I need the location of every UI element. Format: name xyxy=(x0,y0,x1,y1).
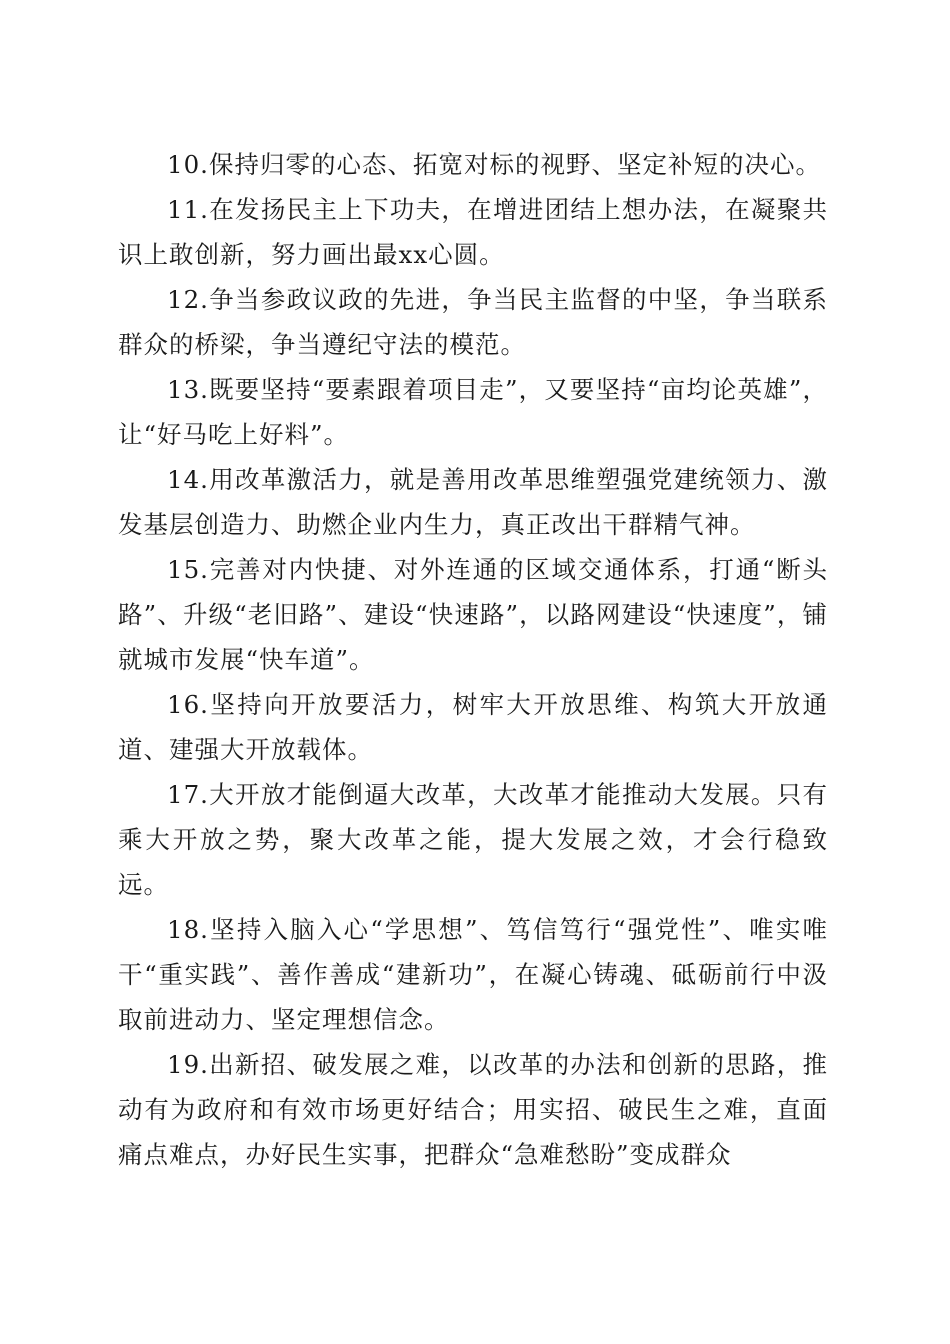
paragraph-16: 16.坚持向开放要活力，树牢大开放思维、构筑大开放通道、建强大开放载体。 xyxy=(118,690,828,764)
paragraph-19: 19.出新招、破发展之难，以改革的办法和创新的思路，推动有为政府和有效市场更好结合；用实招、破民生之难，直面痛点难点，办好民生实事，把群众“急难愁盼”变成群众 xyxy=(118,1050,828,1169)
paragraph-10: 10.保持归零的心态、拓宽对标的视野、坚定补短的决心。 xyxy=(167,150,821,179)
paragraph-18: 18.坚持入脑入心“学思想”、笃信笃行“强党性”、唯实唯干“重实践”、善作善成“建新功”，在凝心铸魂、砥砺前行中汲取前进动力、坚定理想信念。 xyxy=(118,915,828,1034)
paragraph-12: 12.争当参政议政的先进，争当民主监督的中坚，争当联系群众的桥梁，争当遵纪守法的模范。 xyxy=(118,285,828,359)
paragraph-11: 11.在发扬民主上下功夫，在增进团结上想办法，在凝聚共识上敢创新，努力画出最xx心圆。 xyxy=(118,195,828,269)
paragraph-15: 15.完善对内快捷、对外连通的区域交通体系，打通“断头路”、升级“老旧路”、建设“快速路”，以路网建设“快速度”，铺就城市发展“快车道”。 xyxy=(118,555,828,674)
paragraph-14: 14.用改革激活力，就是善用改革思维塑强党建统领力、激发基层创造力、助燃企业内生力，真正改出干群精气神。 xyxy=(118,465,828,539)
paragraph-13: 13.既要坚持“要素跟着项目走”，又要坚持“亩均论英雄”，让“好马吃上好料”。 xyxy=(118,375,828,449)
document-body xyxy=(118,142,828,1177)
paragraph-17: 17.大开放才能倒逼大改革，大改革才能推动大发展。只有乘大开放之势，聚大改革之能，提大发展之效，才会行稳致远。 xyxy=(118,780,828,899)
